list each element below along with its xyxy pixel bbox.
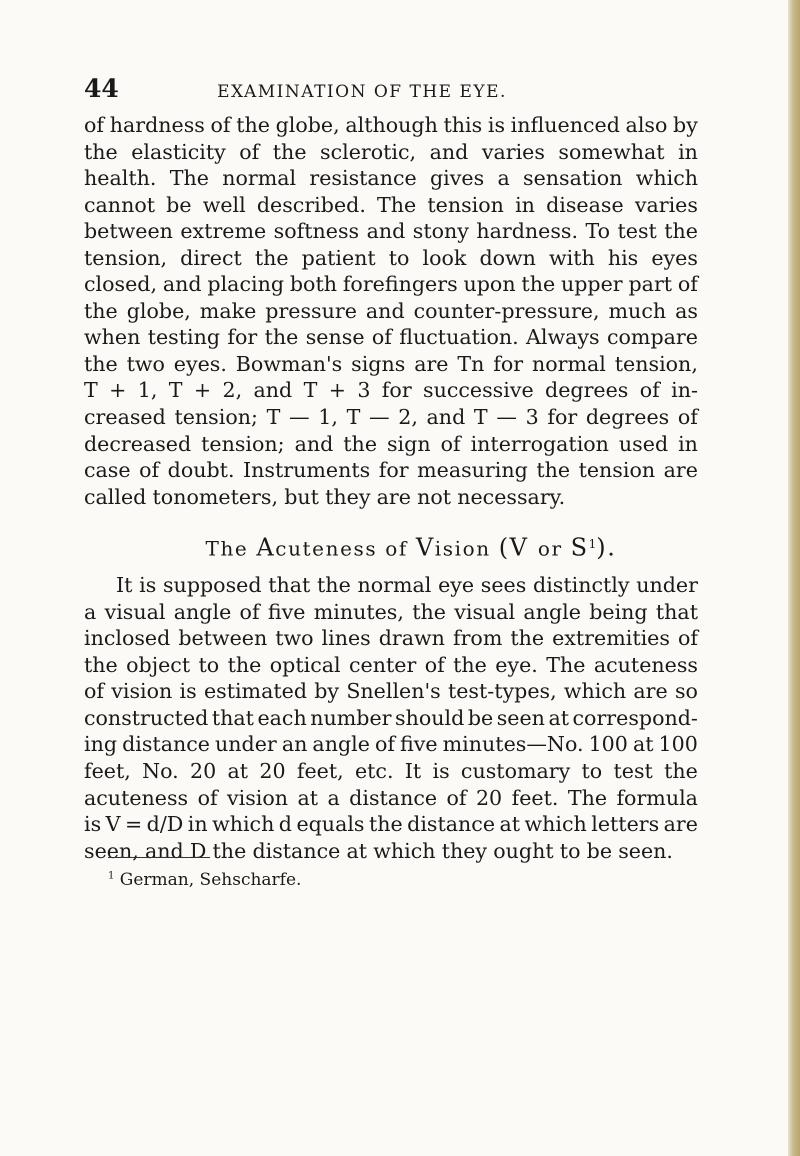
footnote-number: 1: [108, 870, 115, 882]
footnote-rule: [108, 857, 210, 858]
text-line: the elasticity of the sclerotic, and varies somewhat in: [84, 139, 698, 164]
text-line: of hardness of the globe, although this is influenced also by: [84, 113, 698, 137]
text-line: It is supposed that the normal eye sees distinctly under: [116, 573, 698, 598]
text-line: the two eyes. Bowman's signs are Tn for normal tension,: [84, 351, 698, 376]
paragraph-acuteness: [84, 572, 698, 864]
text-line: when testing for the sense of fluctuation. Always compare: [84, 325, 698, 350]
text-line: inclosed between two lines drawn from the extremities of: [84, 626, 698, 651]
paragraph-tension: [84, 112, 698, 510]
text-line: closed, and placing both forefingers upon the upper part of: [84, 272, 698, 297]
text-line: case of doubt. Instruments for measuring the tension are: [84, 458, 698, 483]
text-line: acuteness of vision at a distance of 20 feet. The formula: [84, 785, 698, 810]
text-line: ing distance under an angle of five minutes—No. 100 at 100: [84, 732, 698, 757]
body-text: [84, 112, 698, 864]
text-line: tension, direct the patient to look down with his eyes: [84, 245, 698, 270]
text-line: a visual angle of five minutes, the visual angle being that: [84, 599, 698, 624]
running-head: EXAMINATION OF THE EYE.: [217, 82, 507, 102]
text-line: the object to the optical center of the eye. The acuteness: [84, 652, 698, 677]
text-line: health. The normal resistance gives a sensation which: [84, 166, 698, 191]
text-line: T + 1, T + 2, and T + 3 for successive degrees of in-: [84, 378, 698, 403]
text-line: between extreme softness and stony hardness. To test the: [84, 219, 698, 244]
text-line: called tonometers, but they are not necessary.: [84, 484, 566, 509]
text-line: cannot be well described. The tension in disease varies: [84, 192, 698, 217]
text-line: the globe, make pressure and counter-pressure, much as: [84, 298, 698, 323]
text-line: decreased tension; and the sign of interrogation used in: [84, 431, 698, 456]
footnote-marker: 1: [588, 537, 597, 552]
text-line: creased tension; T — 1, T — 2, and T — 3 for degrees of: [84, 405, 698, 430]
page-number: 44: [84, 74, 119, 103]
section-heading: The Acuteness of Vision (V or $S^1$).: [205, 533, 617, 562]
page-edge: [788, 0, 800, 1156]
text-line: is V = d/D in which d equals the distance at which letters are: [84, 812, 698, 837]
footnote-text: German, Sehscharfe.: [119, 870, 302, 890]
footnote: [108, 870, 301, 890]
text-line: feet, No. 20 at 20 feet, etc. It is customary to test the: [84, 759, 698, 784]
text-line: of vision is estimated by Snellen's test-types, which are so: [84, 679, 698, 704]
text-line: seen, and D the distance at which they ought to be seen.: [84, 838, 673, 863]
page-header: [84, 74, 704, 104]
text-line: constructed that each number should be seen at correspond-: [84, 705, 698, 730]
